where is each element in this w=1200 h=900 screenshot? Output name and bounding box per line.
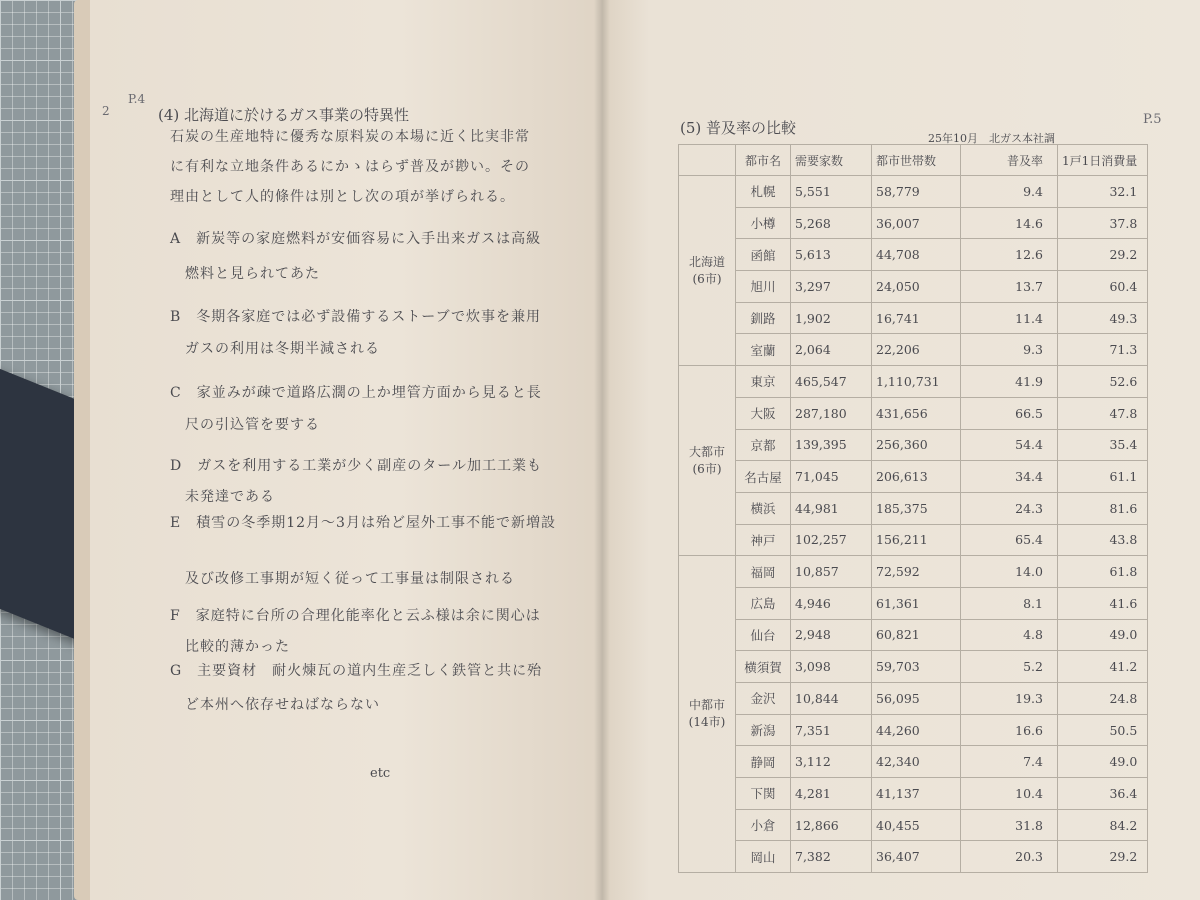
cell-consumption: 49.3 <box>1058 302 1148 334</box>
cell-households: 59,703 <box>872 651 961 683</box>
table-row <box>679 524 1148 556</box>
cell-rate: 12.6 <box>961 239 1058 271</box>
cell-consumption: 49.0 <box>1058 619 1148 651</box>
cell-rate: 31.8 <box>961 809 1058 841</box>
cell-customers: 2,948 <box>791 619 872 651</box>
table-row <box>679 366 1148 398</box>
cell-households: 60,821 <box>872 619 961 651</box>
cell-rate: 54.4 <box>961 429 1058 461</box>
header-consumption: 1戸1日消費量 <box>1058 145 1148 176</box>
left-line: 未発達である <box>170 489 275 505</box>
cell-customers: 44,981 <box>791 492 872 524</box>
cell-households: 36,407 <box>872 841 961 873</box>
table-row <box>679 239 1148 271</box>
cell-consumption: 50.5 <box>1058 714 1148 746</box>
cell-city: 名古屋 <box>736 461 791 493</box>
cell-city: 福岡 <box>736 556 791 588</box>
cell-customers: 102,257 <box>791 524 872 556</box>
table-row <box>679 397 1148 429</box>
left-line: E 積雪の冬季期12月～3月は殆ど屋外工事不能で新増設 <box>170 515 556 531</box>
cell-customers: 10,844 <box>791 683 872 715</box>
cell-customers: 5,551 <box>791 176 872 208</box>
cell-consumption: 60.4 <box>1058 271 1148 303</box>
cell-customers: 1,902 <box>791 302 872 334</box>
table-row <box>679 746 1148 778</box>
cell-customers: 3,098 <box>791 651 872 683</box>
cell-consumption: 84.2 <box>1058 809 1148 841</box>
cell-customers: 71,045 <box>791 461 872 493</box>
cell-rate: 66.5 <box>961 397 1058 429</box>
cell-rate: 34.4 <box>961 461 1058 493</box>
left-line: ど本州へ依存せねばならない <box>170 697 380 713</box>
table-header-row <box>679 145 1148 176</box>
table-row <box>679 461 1148 493</box>
cell-consumption: 29.2 <box>1058 239 1148 271</box>
cell-consumption: 29.2 <box>1058 841 1148 873</box>
cell-rate: 9.4 <box>961 176 1058 208</box>
cell-customers: 10,857 <box>791 556 872 588</box>
cell-consumption: 52.6 <box>1058 366 1148 398</box>
cell-rate: 8.1 <box>961 587 1058 619</box>
cell-consumption: 24.8 <box>1058 683 1148 715</box>
table-row <box>679 556 1148 588</box>
group-name: 中都市 <box>688 698 725 713</box>
left-line: 理由として人的條件は別とし次の項が挙げられる。 <box>170 189 515 205</box>
left-line: 比較的薄かった <box>170 639 290 655</box>
cell-rate: 13.7 <box>961 271 1058 303</box>
cell-households: 185,375 <box>872 492 961 524</box>
group-label <box>679 176 736 366</box>
cell-city: 神戸 <box>736 524 791 556</box>
page-number-left: P.4 <box>128 92 146 106</box>
cell-city: 大阪 <box>736 397 791 429</box>
left-line: ガスの利用は冬期半減される <box>170 341 380 357</box>
source-note: 25年10月 北ガス本社調 <box>928 132 1055 145</box>
cell-consumption: 43.8 <box>1058 524 1148 556</box>
left-line: A 新炭等の家庭燃料が安価容易に入手出来ガスは高級 <box>170 231 542 247</box>
table-row <box>679 778 1148 810</box>
group-count: (6市) <box>692 461 722 476</box>
header-city: 都市名 <box>736 145 791 176</box>
gas-penetration-table <box>678 144 1148 873</box>
cell-households: 58,779 <box>872 176 961 208</box>
left-line: 燃料と見られてあた <box>170 266 320 282</box>
cell-rate: 19.3 <box>961 683 1058 715</box>
cell-city: 小樽 <box>736 207 791 239</box>
left-line: に有利な立地条件あるにかゝはらず普及が尠い。その <box>170 159 530 175</box>
cell-households: 24,050 <box>872 271 961 303</box>
table-row <box>679 429 1148 461</box>
table-row <box>679 176 1148 208</box>
cell-households: 41,137 <box>872 778 961 810</box>
table-row <box>679 587 1148 619</box>
cell-consumption: 32.1 <box>1058 176 1148 208</box>
table-row <box>679 809 1148 841</box>
cell-city: 東京 <box>736 366 791 398</box>
cell-consumption: 71.3 <box>1058 334 1148 366</box>
cell-customers: 7,351 <box>791 714 872 746</box>
cell-customers: 5,268 <box>791 207 872 239</box>
cell-city: 札幌 <box>736 176 791 208</box>
cell-rate: 10.4 <box>961 778 1058 810</box>
table-row <box>679 334 1148 366</box>
cell-city: 旭川 <box>736 271 791 303</box>
cell-households: 56,095 <box>872 683 961 715</box>
left-line: C 家並みが疎で道路広濶の上か埋管方面から見ると長 <box>170 385 542 401</box>
group-label <box>679 366 736 556</box>
cell-city: 金沢 <box>736 683 791 715</box>
header-customers: 需要家数 <box>791 145 872 176</box>
side-number: 2 <box>102 104 110 118</box>
cell-city: 室蘭 <box>736 334 791 366</box>
cell-customers: 4,281 <box>791 778 872 810</box>
page-gutter <box>594 0 610 900</box>
cell-customers: 5,613 <box>791 239 872 271</box>
cell-consumption: 49.0 <box>1058 746 1148 778</box>
cell-customers: 3,112 <box>791 746 872 778</box>
cell-rate: 16.6 <box>961 714 1058 746</box>
table-row <box>679 492 1148 524</box>
left-line: 及び改修工事期が短く従って工事量は制限される <box>170 571 515 587</box>
cell-customers: 287,180 <box>791 397 872 429</box>
cell-rate: 11.4 <box>961 302 1058 334</box>
cell-city: 新潟 <box>736 714 791 746</box>
cell-city: 小倉 <box>736 809 791 841</box>
cell-city: 横須賀 <box>736 651 791 683</box>
cell-consumption: 47.8 <box>1058 397 1148 429</box>
cell-households: 44,260 <box>872 714 961 746</box>
table-row <box>679 207 1148 239</box>
cell-city: 函館 <box>736 239 791 271</box>
cell-customers: 12,866 <box>791 809 872 841</box>
cell-households: 206,613 <box>872 461 961 493</box>
cell-rate: 41.9 <box>961 366 1058 398</box>
cell-households: 44,708 <box>872 239 961 271</box>
cell-customers: 3,297 <box>791 271 872 303</box>
right-page-title: (5) 普及率の比較 <box>680 119 797 137</box>
cell-rate: 4.8 <box>961 619 1058 651</box>
cell-rate: 24.3 <box>961 492 1058 524</box>
cell-city: 静岡 <box>736 746 791 778</box>
cell-rate: 65.4 <box>961 524 1058 556</box>
group-name: 北海道 <box>688 254 725 269</box>
table-row <box>679 271 1148 303</box>
cell-city: 岡山 <box>736 841 791 873</box>
cell-households: 1,110,731 <box>872 366 961 398</box>
cell-households: 16,741 <box>872 302 961 334</box>
cell-consumption: 61.8 <box>1058 556 1148 588</box>
cell-city: 京都 <box>736 429 791 461</box>
cell-customers: 139,395 <box>791 429 872 461</box>
cell-consumption: 41.6 <box>1058 587 1148 619</box>
page-number-right: P.5 <box>1143 112 1162 127</box>
cell-city: 広島 <box>736 587 791 619</box>
cell-consumption: 36.4 <box>1058 778 1148 810</box>
left-line: 尺の引込管を要する <box>170 417 320 433</box>
group-name: 大都市 <box>688 444 725 459</box>
cell-households: 61,361 <box>872 587 961 619</box>
cell-consumption: 41.2 <box>1058 651 1148 683</box>
cell-households: 22,206 <box>872 334 961 366</box>
cell-consumption: 61.1 <box>1058 461 1148 493</box>
cell-rate: 14.0 <box>961 556 1058 588</box>
cell-customers: 465,547 <box>791 366 872 398</box>
cell-rate: 20.3 <box>961 841 1058 873</box>
left-line: 石炭の生産地特に優秀な原料炭の本場に近く比実非常 <box>170 129 530 145</box>
cell-households: 156,211 <box>872 524 961 556</box>
group-count: (14市) <box>688 715 726 730</box>
table-row <box>679 619 1148 651</box>
left-page-title: (4) 北海道に於けるガス事業の特異性 <box>158 106 410 124</box>
group-label <box>679 556 736 873</box>
cell-households: 431,656 <box>872 397 961 429</box>
cell-rate: 14.6 <box>961 207 1058 239</box>
cell-consumption: 81.6 <box>1058 492 1148 524</box>
cell-households: 36,007 <box>872 207 961 239</box>
left-line: F 家庭特に台所の合理化能率化と云ふ様は余に関心は <box>170 608 541 624</box>
left-line: D ガスを利用する工業が少く副産のタール加工工業も <box>170 458 542 474</box>
cell-city: 下関 <box>736 778 791 810</box>
cell-households: 72,592 <box>872 556 961 588</box>
header-rate: 普及率 <box>961 145 1058 176</box>
cell-rate: 5.2 <box>961 651 1058 683</box>
cell-rate: 7.4 <box>961 746 1058 778</box>
table-row <box>679 683 1148 715</box>
cell-rate: 9.3 <box>961 334 1058 366</box>
left-line: G 主要資材 耐火煉瓦の道内生産乏しく鉄管と共に殆 <box>170 663 543 679</box>
table-row <box>679 651 1148 683</box>
cell-households: 40,455 <box>872 809 961 841</box>
cell-customers: 4,946 <box>791 587 872 619</box>
etc-note: etc <box>370 766 391 781</box>
cell-customers: 7,382 <box>791 841 872 873</box>
left-line: B 冬期各家庭では必ず設備するストーブで炊事を兼用 <box>170 309 542 325</box>
cell-households: 256,360 <box>872 429 961 461</box>
cell-city: 仙台 <box>736 619 791 651</box>
table-row <box>679 841 1148 873</box>
cell-city: 釧路 <box>736 302 791 334</box>
table-row <box>679 714 1148 746</box>
header-group <box>679 145 736 176</box>
cell-city: 横浜 <box>736 492 791 524</box>
cell-customers: 2,064 <box>791 334 872 366</box>
header-households: 都市世帯数 <box>872 145 961 176</box>
group-count: (6市) <box>692 271 722 286</box>
cell-consumption: 37.8 <box>1058 207 1148 239</box>
cell-consumption: 35.4 <box>1058 429 1148 461</box>
table-row <box>679 302 1148 334</box>
cell-households: 42,340 <box>872 746 961 778</box>
